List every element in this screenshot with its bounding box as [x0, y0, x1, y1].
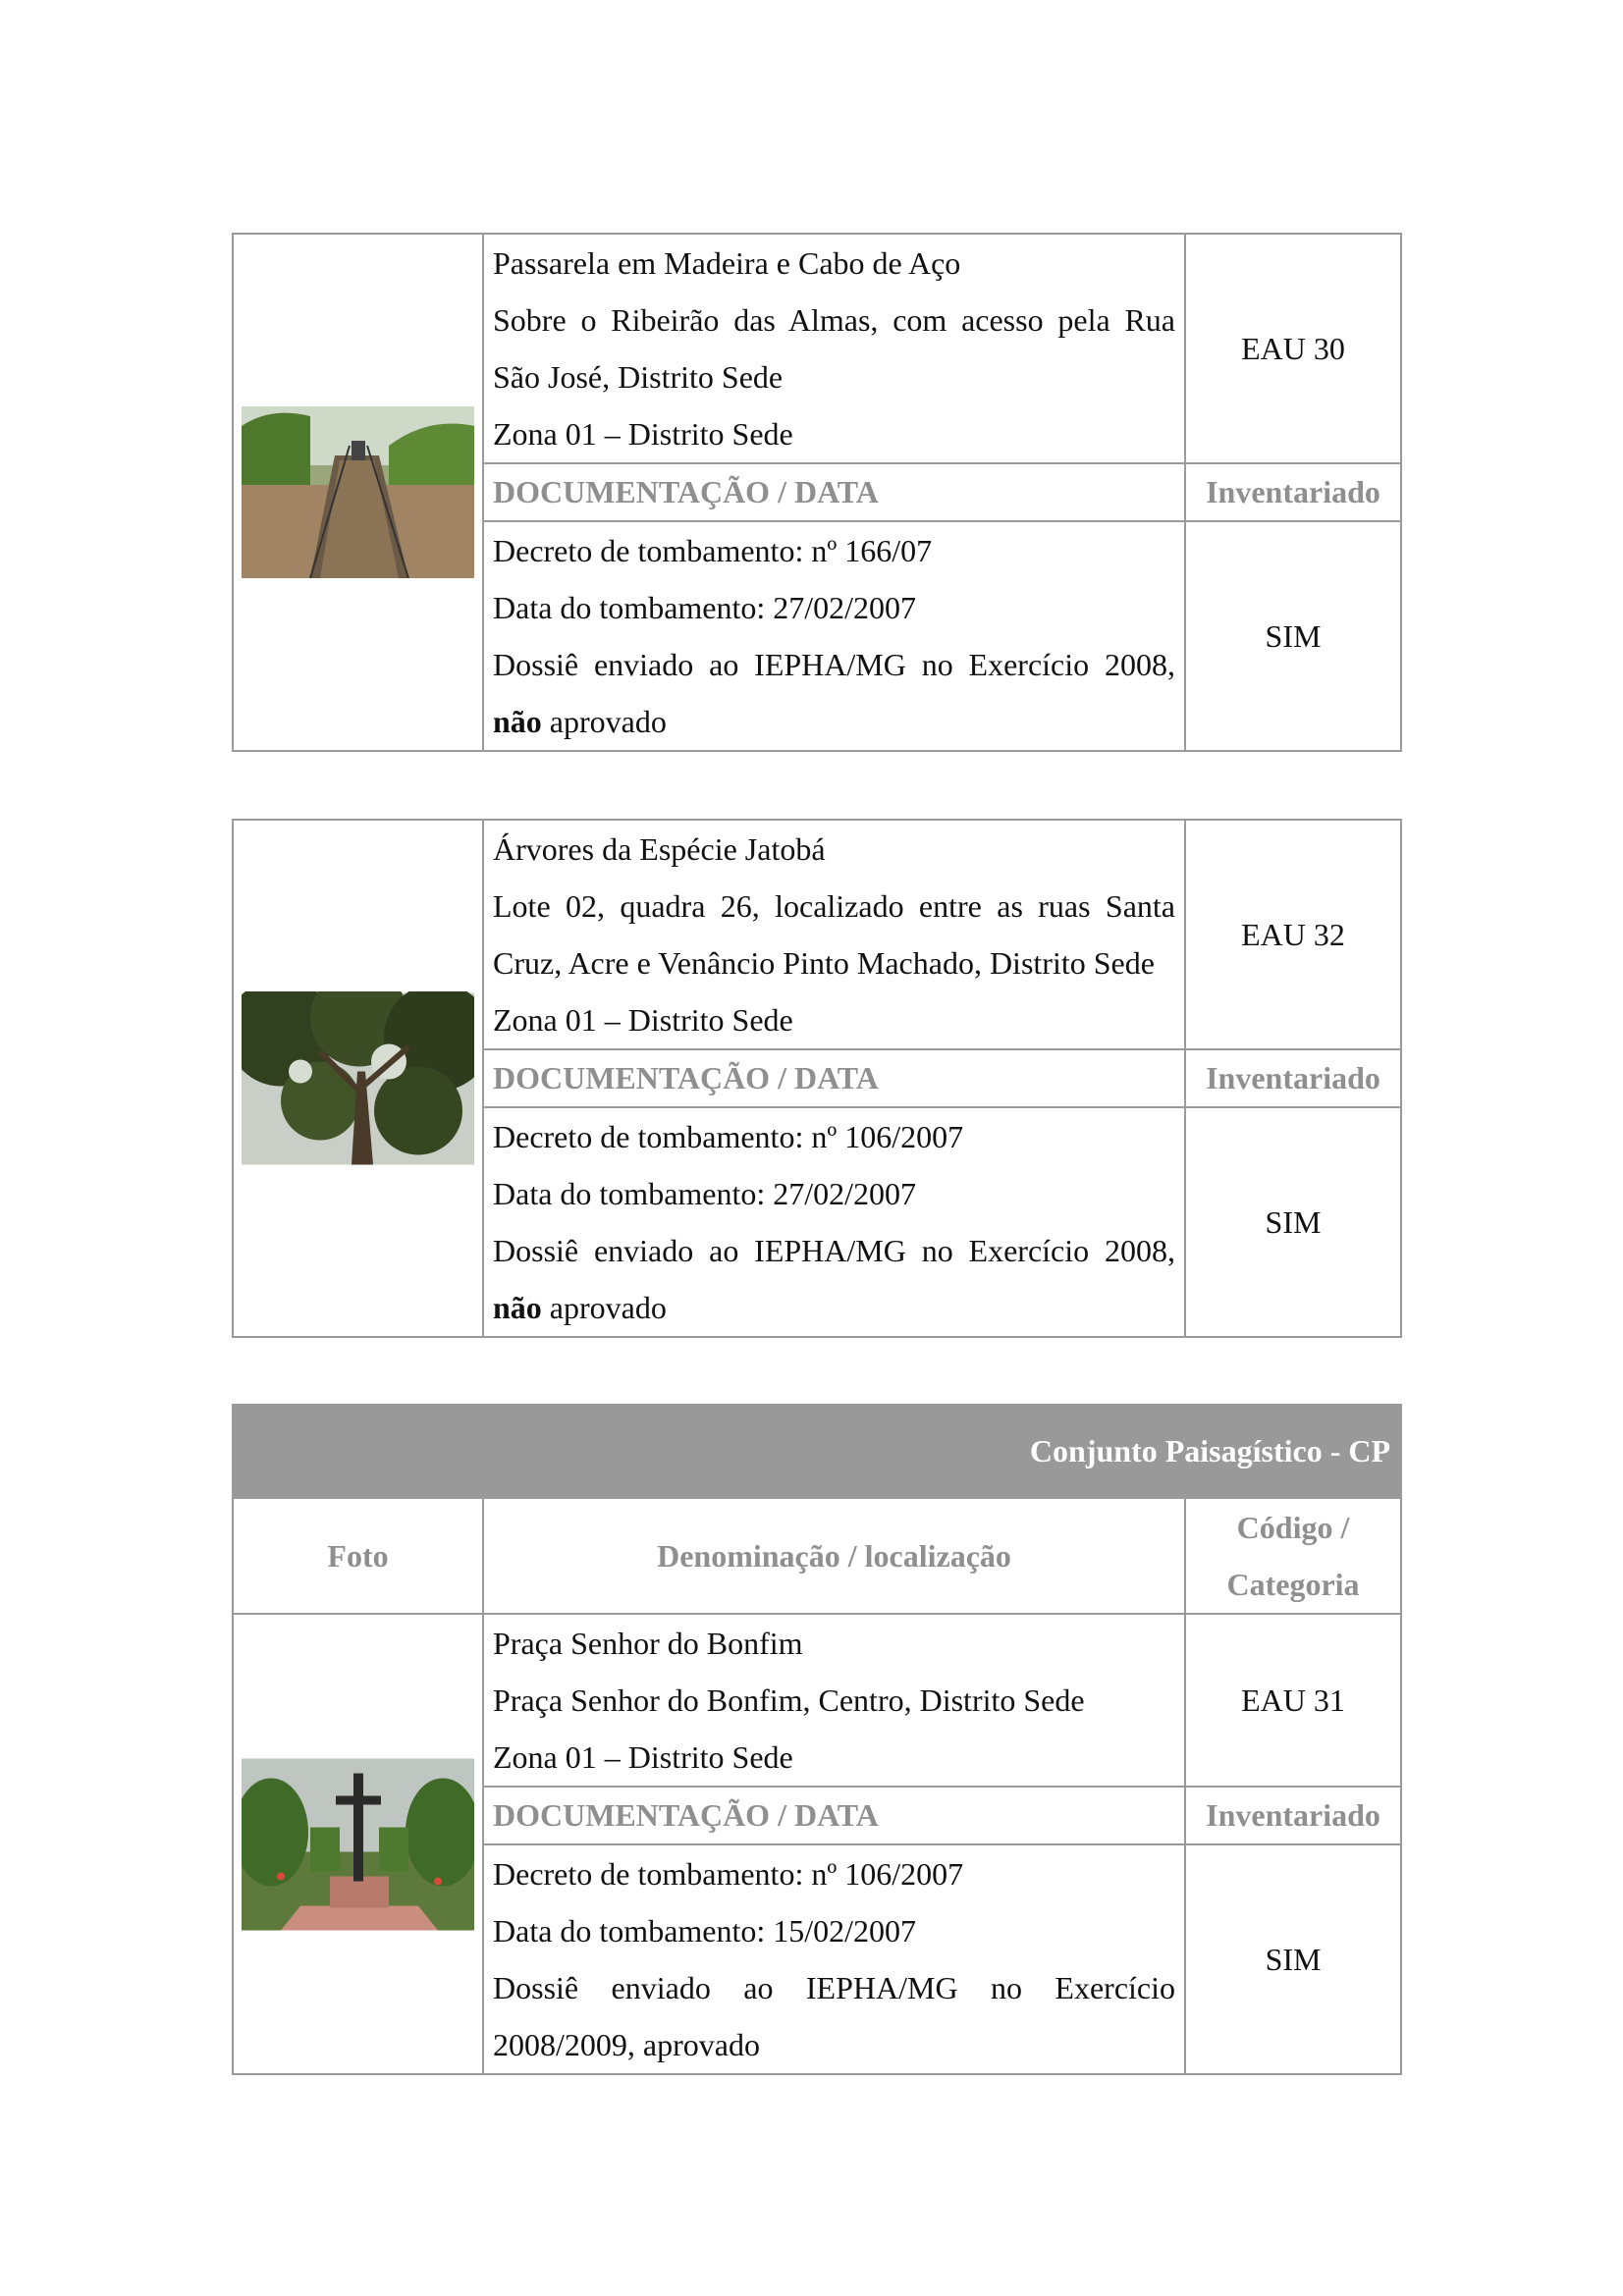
header-photo: Foto: [233, 1498, 483, 1614]
dossier-text: Dossiê enviado ao IEPHA/MG no Exercício: [493, 1970, 1175, 2005]
jatoba-tree-photo: [242, 991, 474, 1166]
item-location: Sobre o Ribeirão das Almas, com acesso pela Rua: [493, 302, 1175, 338]
header-code: [1185, 1498, 1401, 1614]
inventoried-value: SIM: [1185, 521, 1401, 751]
description-cell: [483, 1614, 1185, 1787]
inventoried-value: SIM: [1185, 1844, 1401, 2074]
description-cell: [483, 820, 1185, 1049]
dossier-text: Dossiê enviado ao IEPHA/MG no Exercício 2008,: [493, 647, 1175, 682]
inventoried-value: SIM: [1185, 1107, 1401, 1337]
item-title: Árvores da Espécie Jatobá: [493, 831, 826, 867]
dossier-status: aprovado: [541, 1290, 667, 1325]
date-text: Data do tombamento: 27/02/2007: [493, 1176, 917, 1211]
item-title: Praça Senhor do Bonfim: [493, 1626, 803, 1661]
section-title: Conjunto Paisagístico - CP: [233, 1405, 1401, 1498]
dossier-text: Dossiê enviado ao IEPHA/MG no Exercício 2008,: [493, 1233, 1175, 1268]
decree-text: Decreto de tombamento: nº 106/2007: [493, 1856, 964, 1892]
item-location: Praça Senhor do Bonfim, Centro, Distrito Sede: [493, 1682, 1085, 1718]
item-zone: Zona 01 – Distrito Sede: [493, 416, 793, 452]
item-code: EAU 32: [1185, 820, 1401, 1049]
heritage-record-1: [232, 233, 1402, 752]
item-location-cont: Cruz, Acre e Venâncio Pinto Machado, Distrito Sede: [493, 945, 1155, 981]
photo-cell: [233, 820, 483, 1337]
item-code: EAU 30: [1185, 234, 1401, 463]
dossier-status: aprovado: [541, 704, 667, 739]
footbridge-photo: [242, 406, 474, 578]
dossier-status: 2008/2009, aprovado: [493, 2027, 760, 2062]
documentation-cell: [483, 1107, 1185, 1337]
dossier-status-bold: não: [493, 704, 542, 739]
item-location: Lote 02, quadra 26, localizado entre as ruas Santa: [493, 888, 1175, 924]
documentation-cell: [483, 1844, 1185, 2074]
header-code-line2: Categoria: [1226, 1567, 1360, 1602]
item-title: Passarela em Madeira e Cabo de Aço: [493, 245, 961, 281]
date-text: Data do tombamento: 15/02/2007: [493, 1913, 917, 1949]
item-zone: Zona 01 – Distrito Sede: [493, 1739, 793, 1775]
photo-cell: [233, 1614, 483, 2074]
date-text: Data do tombamento: 27/02/2007: [493, 590, 917, 625]
documentation-label: DOCUMENTAÇÃO / DATA: [483, 1049, 1185, 1107]
heritage-record-2: [232, 819, 1402, 1338]
description-cell: [483, 234, 1185, 463]
item-code: EAU 31: [1185, 1614, 1401, 1787]
inventoried-label: Inventariado: [1185, 1787, 1401, 1844]
square-cross-photo: [242, 1757, 474, 1932]
decree-text: Decreto de tombamento: nº 106/2007: [493, 1119, 964, 1154]
inventoried-label: Inventariado: [1185, 1049, 1401, 1107]
item-zone: Zona 01 – Distrito Sede: [493, 1002, 793, 1038]
decree-text: Decreto de tombamento: nº 166/07: [493, 533, 933, 568]
landscape-section: [232, 1404, 1402, 2075]
documentation-label: DOCUMENTAÇÃO / DATA: [483, 1787, 1185, 1844]
header-name: Denominação / localização: [483, 1498, 1185, 1614]
documentation-label: DOCUMENTAÇÃO / DATA: [483, 463, 1185, 521]
header-code-line1: Código /: [1236, 1510, 1350, 1545]
photo-cell: [233, 234, 483, 751]
item-location-cont: São José, Distrito Sede: [493, 359, 784, 395]
documentation-cell: [483, 521, 1185, 751]
dossier-status-bold: não: [493, 1290, 542, 1325]
inventoried-label: Inventariado: [1185, 463, 1401, 521]
